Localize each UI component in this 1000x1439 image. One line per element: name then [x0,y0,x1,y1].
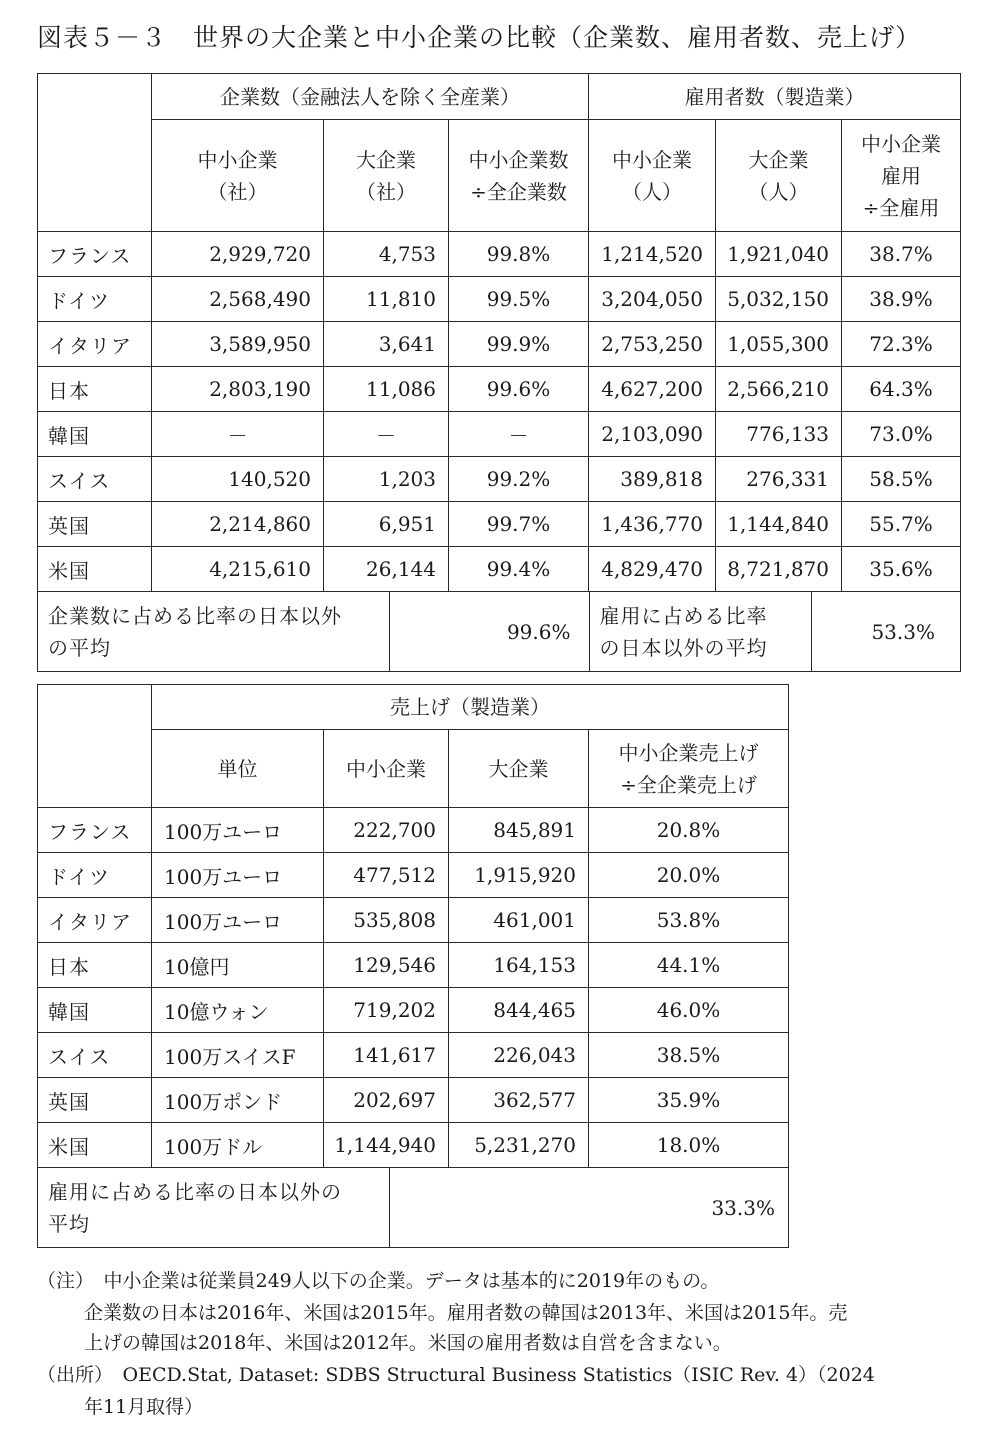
ratio-cell: 20.0% [589,853,789,898]
ratio-cell: 46.0% [589,988,789,1033]
column-header: 中小企業 （社） [152,120,324,232]
unit-cell: 100万ユーロ [152,808,324,853]
sme-sales-cell: 1,144,940 [324,1123,449,1168]
large-sales-cell: 164,153 [449,943,589,988]
large-sales-cell: 1,915,920 [449,853,589,898]
average-value-enterprises: 99.6% [389,592,589,671]
data-cell: 11,810 [324,277,449,322]
group-header-sales: 売上げ（製造業） [152,685,789,730]
table-row [38,547,961,592]
unit-cell: 100万ユーロ [152,853,324,898]
data-cell: 26,144 [324,547,449,592]
data-cell: 99.5% [449,277,589,322]
country-label: フランス [38,808,152,853]
data-cell: 276,331 [716,457,842,502]
country-label: イタリア [38,322,152,367]
average-row [38,592,961,672]
column-header: 中小企業 雇用 ÷全雇用 [842,120,961,232]
data-cell: 2,753,250 [589,322,716,367]
data-cell: － [152,412,324,457]
data-cell: 6,951 [324,502,449,547]
data-cell: 8,721,870 [716,547,842,592]
country-label: 日本 [38,943,152,988]
group-header-enterprises: 企業数（金融法人を除く全産業） [152,74,589,120]
unit-cell: 100万ユーロ [152,898,324,943]
data-cell: 73.0% [842,412,961,457]
table-row [38,322,961,367]
country-label: 英国 [38,1078,152,1123]
unit-cell: 10億円 [152,943,324,988]
corner-cell [38,74,152,232]
data-cell: 64.3% [842,367,961,412]
unit-cell: 100万スイスF [152,1033,324,1078]
table-row [38,1033,789,1078]
data-cell: 38.7% [842,232,961,277]
data-cell: 3,641 [324,322,449,367]
corner-cell [38,685,152,808]
data-cell: 99.4% [449,547,589,592]
column-header: 大企業 [449,730,589,808]
country-label: 英国 [38,502,152,547]
data-cell: 11,086 [324,367,449,412]
data-cell: 1,055,300 [716,322,842,367]
data-cell: 38.9% [842,277,961,322]
average-value-sales: 33.3% [389,1168,789,1247]
source-line: （出所） OECD.Stat, Dataset: SDBS Structural Business Statistics（ISIC Rev. 4）（2024 [37,1364,875,1386]
data-cell: 35.6% [842,547,961,592]
data-cell: 4,215,610 [152,547,324,592]
large-sales-cell: 461,001 [449,898,589,943]
large-sales-cell: 845,891 [449,808,589,853]
sme-sales-cell: 535,808 [324,898,449,943]
country-label: スイス [38,457,152,502]
sme-sales-cell: 719,202 [324,988,449,1033]
data-cell: 2,103,090 [589,412,716,457]
country-label: ドイツ [38,277,152,322]
data-cell: 2,566,210 [716,367,842,412]
country-label: イタリア [38,898,152,943]
average-label-sales: 雇用に占める比率の日本以外の 平均 [48,1179,342,1236]
data-cell: － [449,412,589,457]
table-row [38,1078,789,1123]
column-header: 大企業 （社） [324,120,449,232]
data-cell: 140,520 [152,457,324,502]
data-cell: 1,144,840 [716,502,842,547]
ratio-cell: 35.9% [589,1078,789,1123]
data-cell: 99.8% [449,232,589,277]
table-enterprises-employment [37,73,961,672]
large-sales-cell: 362,577 [449,1078,589,1123]
data-cell: 4,829,470 [589,547,716,592]
data-cell: － [324,412,449,457]
sme-sales-cell: 129,546 [324,943,449,988]
country-label: フランス [38,232,152,277]
average-label-enterprises: 企業数に占める比率の日本以外 の平均 [48,603,342,660]
data-cell: 58.5% [842,457,961,502]
table-sales [37,684,789,1248]
country-label: 米国 [38,547,152,592]
ratio-cell: 38.5% [589,1033,789,1078]
data-cell: 55.7% [842,502,961,547]
data-cell: 1,203 [324,457,449,502]
sme-sales-cell: 202,697 [324,1078,449,1123]
unit-cell: 10億ウォン [152,988,324,1033]
average-label-employment: 雇用に占める比率 の日本以外の平均 [589,592,811,671]
country-label: 日本 [38,367,152,412]
table-row [38,367,961,412]
data-cell: 72.3% [842,322,961,367]
column-header: 大企業 （人） [716,120,842,232]
large-sales-cell: 844,465 [449,988,589,1033]
table-row [38,457,961,502]
sme-sales-cell: 222,700 [324,808,449,853]
country-label: 米国 [38,1123,152,1168]
data-cell: 776,133 [716,412,842,457]
data-cell: 99.2% [449,457,589,502]
table-row [38,412,961,457]
group-header-employment: 雇用者数（製造業） [589,74,961,120]
country-label: ドイツ [38,853,152,898]
data-cell: 4,753 [324,232,449,277]
note-line: 企業数の日本は2016年、米国は2015年。雇用者数の韓国は2013年、米国は2015年。売 [84,1302,848,1324]
data-cell: 2,568,490 [152,277,324,322]
note-line: （注） 中小企業は従業員249人以下の企業。データは基本的に2019年のもの。 [37,1270,720,1292]
data-cell: 2,803,190 [152,367,324,412]
large-sales-cell: 5,231,270 [449,1123,589,1168]
note-line: 上げの韓国は2018年、米国は2012年。米国の雇用者数は自営を含まない。 [84,1332,732,1354]
table-row [38,277,961,322]
table-row [38,988,789,1033]
ratio-cell: 53.8% [589,898,789,943]
country-label: 韓国 [38,412,152,457]
unit-cell: 100万ポンド [152,1078,324,1123]
data-cell: 2,929,720 [152,232,324,277]
table-row [38,1123,789,1168]
sme-sales-cell: 477,512 [324,853,449,898]
source-line: 年11月取得） [84,1396,204,1418]
table-row [38,898,789,943]
column-header: 単位 [152,730,324,808]
ratio-cell: 18.0% [589,1123,789,1168]
table-row [38,502,961,547]
sme-sales-cell: 141,617 [324,1033,449,1078]
data-cell: 99.6% [449,367,589,412]
column-header: 中小企業 （人） [589,120,716,232]
table-row [38,232,961,277]
figure-title: 図表５－３ 世界の大企業と中小企業の比較（企業数、雇用者数、売上げ） [37,23,922,52]
column-header: 中小企業売上げ ÷全企業売上げ [589,730,789,808]
table-row [38,853,789,898]
data-cell: 3,204,050 [589,277,716,322]
column-header: 中小企業数 ÷全企業数 [449,120,589,232]
data-cell: 4,627,200 [589,367,716,412]
data-cell: 1,436,770 [589,502,716,547]
data-cell: 2,214,860 [152,502,324,547]
data-cell: 99.9% [449,322,589,367]
large-sales-cell: 226,043 [449,1033,589,1078]
data-cell: 1,921,040 [716,232,842,277]
ratio-cell: 44.1% [589,943,789,988]
table-row [38,943,789,988]
column-header: 中小企業 [324,730,449,808]
data-cell: 1,214,520 [589,232,716,277]
data-cell: 3,589,950 [152,322,324,367]
country-label: スイス [38,1033,152,1078]
table-row [38,808,789,853]
data-cell: 99.7% [449,502,589,547]
average-value-employment: 53.3% [811,592,961,671]
country-label: 韓国 [38,988,152,1033]
unit-cell: 100万ドル [152,1123,324,1168]
data-cell: 5,032,150 [716,277,842,322]
average-row [38,1168,789,1248]
data-cell: 389,818 [589,457,716,502]
ratio-cell: 20.8% [589,808,789,853]
